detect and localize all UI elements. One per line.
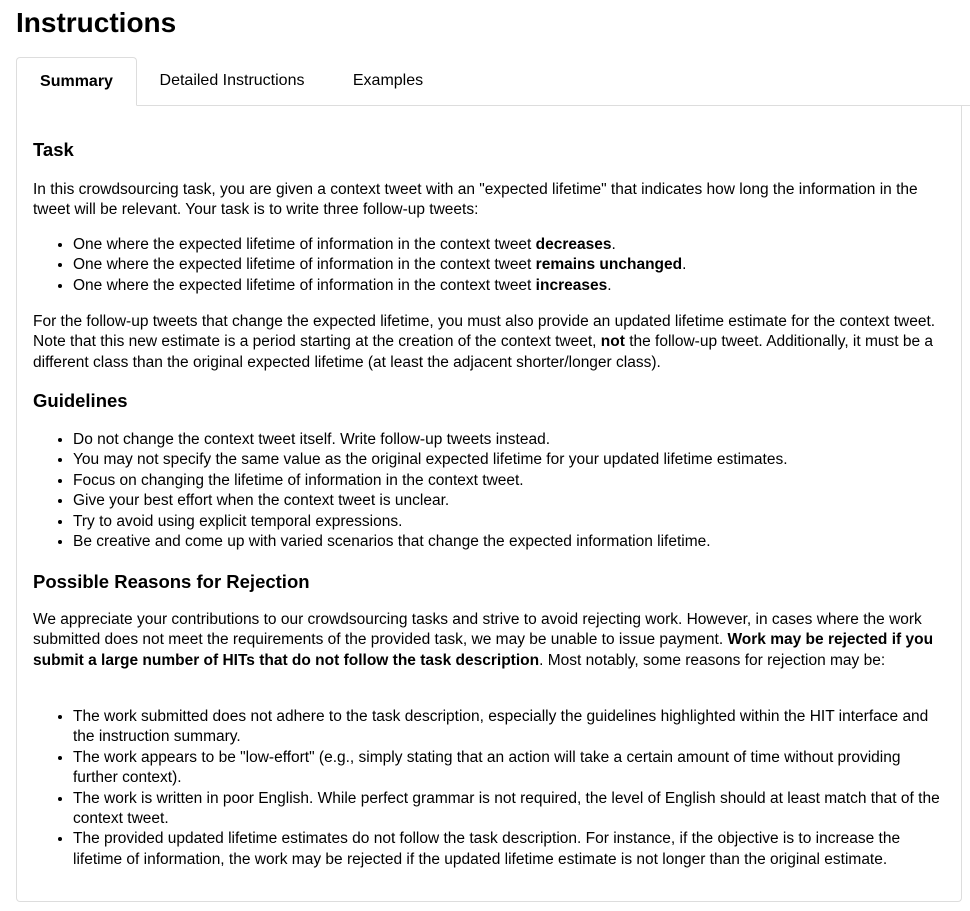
- page-title: Instructions: [16, 7, 177, 38]
- tab-bar: [16, 57, 970, 106]
- list-item: • The provided updated lifetime estimates do not follow the task description. For instance, if the objective is to increase the lifetime of information, the work may be rejected if the updated lifetime estimate is not longer than the original estimate.: [73, 829, 945, 870]
- list-item: • The work is written in poor English. While perfect grammar is not required, the level of English should at least match that of the context tweet.: [73, 789, 945, 830]
- list-item: • The work submitted does not adhere to the task description, especially the guidelines highlighted within the HIT interface and the instruction summary.: [73, 707, 945, 748]
- tab-examples[interactable]: Examples: [352, 72, 424, 89]
- tab-summary[interactable]: Summary: [16, 57, 137, 106]
- list-item: • Be creative and come up with varied scenarios that change the expected information lifetime.: [73, 532, 945, 552]
- tab-detailed-instructions[interactable]: Detailed Instructions: [159, 72, 305, 89]
- guidelines-list: [33, 430, 945, 552]
- guidelines-heading: Guidelines: [33, 390, 128, 411]
- task-note: For the follow-up tweets that change the expected lifetime, you must also provide an updated lifetime estimate for the context tweet. Note that this new estimate is a period starting at the creation of the context tweet, not the follow-up tweet. Additionally, it must be a different class than the original expected lifetime (at least the adjacent shorter/longer class).: [33, 313, 936, 371]
- task-intro: In this crowdsourcing task, you are given a context tweet with an "expected lifetime" that indicates how long the information in the tweet will be relevant. Your task is to write three follow-up tweets:: [33, 181, 918, 219]
- rejection-intro: We appreciate your contributions to our crowdsourcing tasks and strive to avoid rejecting work. However, in cases where the work submitted does not meet the requirements of the provided task, we may be unable to issue payment. Work may be rejected if you submit a large number of HITs that do not follow the task description. Most notably, some reasons for rejection may be:: [33, 611, 934, 669]
- list-item: • Do not change the context tweet itself. Write follow-up tweets instead.: [73, 430, 945, 450]
- task-heading: Task: [33, 139, 74, 160]
- list-item: • One where the expected lifetime of information in the context tweet remains unchanged.: [73, 255, 945, 275]
- task-list: [33, 235, 945, 296]
- list-item: • Give your best effort when the context tweet is unclear.: [73, 491, 945, 511]
- list-item: • One where the expected lifetime of information in the context tweet increases.: [73, 276, 945, 296]
- list-item: • The work appears to be "low-effort" (e.g., simply stating that an action will take a certain amount of time without providing further context).: [73, 748, 945, 789]
- list-item: • One where the expected lifetime of information in the context tweet decreases.: [73, 235, 945, 255]
- list-item: • Focus on changing the lifetime of information in the context tweet.: [73, 471, 945, 491]
- list-item: • Try to avoid using explicit temporal expressions.: [73, 512, 945, 532]
- rejection-heading: Possible Reasons for Rejection: [33, 571, 310, 592]
- list-item: • You may not specify the same value as the original expected lifetime for your updated lifetime estimates.: [73, 450, 945, 470]
- rejection-list: [33, 707, 945, 870]
